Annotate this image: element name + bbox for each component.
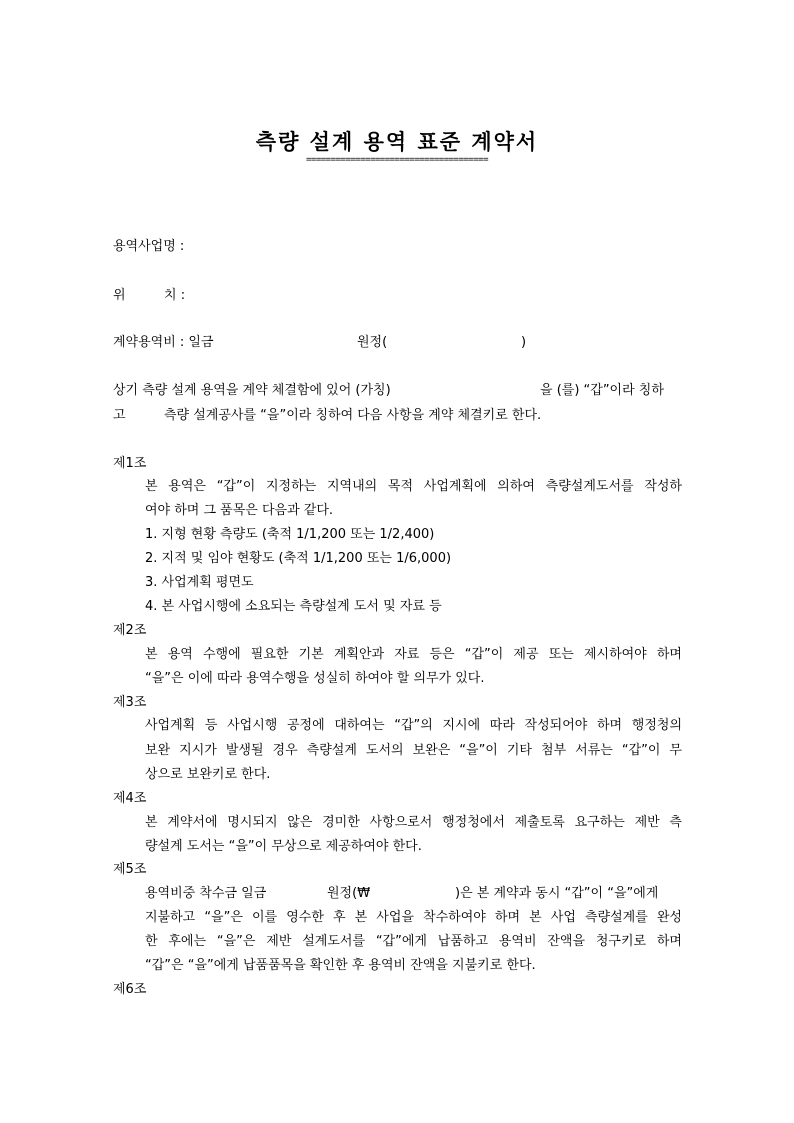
article-1-line-1: 본 용역은 “갑”이 지정하는 지역내의 목적 사업계획에 의하여 측량설계도서를 작성하 — [145, 479, 682, 494]
article-2-line-2: “을”은 이에 따라 용역수행을 성실히 하여야 할 의무가 있다. — [145, 671, 485, 686]
article-2-line-1: 본 용역 수행에 필요한 기본 계획안과 자료 등은 “갑”이 제공 또는 제시하여야 하며 — [145, 647, 682, 662]
article-3-heading: 제3조 — [113, 695, 147, 710]
article-5-line-1-c: )은 본 계약과 동시 “갑”이 “을”에게 — [455, 886, 659, 901]
article-5-line-1-b: 원정(₩ — [327, 886, 371, 901]
article-6-heading: 제6조 — [113, 982, 147, 997]
article-4-line-2: 량설계 도서는 “을”이 무상으로 제공하여야 한다. — [145, 839, 422, 854]
article-3-line-1: 사업계획 등 사업시행 공정에 대하여는 “갑”의 지시에 따라 작성되어야 하며 행정청의 — [145, 718, 682, 733]
intro-line1-b: 을 (를) “갑”이라 칭하 — [540, 383, 664, 398]
article-2-heading: 제2조 — [113, 623, 147, 638]
article-1-item-3: 3. 사업계획 평면도 — [145, 575, 254, 590]
article-5-line-3: 한 후에는 “을”은 제반 설계도서를 “갑”에게 납품하고 용역비 잔액을 청구키로 하며 — [145, 934, 682, 949]
article-5-heading: 제5조 — [113, 862, 147, 877]
location-label-a: 위 — [113, 288, 126, 303]
article-5-line-4: “갑”은 “을”에게 납품품목을 확인한 후 용역비 잔액을 지불키로 한다. — [145, 958, 536, 973]
fee-won: 원정( — [357, 335, 388, 350]
article-5-line-2: 지불하고 “을”은 이를 영수한 후 본 사업을 착수하여야 하며 본 사업 측량설계를 완성 — [145, 910, 682, 925]
project-name-label: 용역사업명 : — [113, 239, 185, 254]
location-label-b: 치 : — [164, 288, 186, 303]
article-1-item-4: 4. 본 사업시행에 소요되는 측량설계 도서 및 자료 등 — [145, 599, 442, 614]
fee-close: ) — [521, 335, 527, 350]
title-underline: ===================================== — [306, 155, 488, 165]
article-5-line-1-a: 용역비중 착수금 일금 — [145, 886, 267, 901]
intro-line2-a: 고 — [113, 408, 126, 423]
intro-line2-b: 측량 설계공사를 “을”이라 칭하여 다음 사항을 계약 체결키로 한다. — [164, 408, 542, 423]
intro-line1-a: 상기 측량 설계 용역을 계약 체결함에 있어 (가칭) — [113, 383, 391, 398]
fee-label: 계약용역비 : 일금 — [113, 335, 214, 350]
article-1-line-2: 여야 하며 그 품목은 다음과 같다. — [145, 503, 334, 518]
document-title: 측량 설계 용역 표준 계약서 — [255, 130, 539, 154]
article-1-heading: 제1조 — [113, 456, 147, 471]
article-1-item-1: 1. 지형 현황 측량도 (축적 1/1,200 또는 1/2,400) — [145, 527, 435, 542]
article-4-line-1: 본 계약서에 명시되지 않은 경미한 사항으로서 행정청에서 제출토록 요구하는 제반 측 — [145, 815, 682, 830]
article-1-item-2: 2. 지적 및 임야 현황도 (축적 1/1,200 또는 1/6,000) — [145, 551, 452, 566]
article-3-line-2: 보완 지시가 발생될 경우 측량설계 도서의 보완은 “을”이 기타 첨부 서류는 “갑”이 무 — [145, 743, 682, 758]
article-3-line-3: 상으로 보완키로 한다. — [145, 767, 271, 782]
article-4-heading: 제4조 — [113, 791, 147, 806]
